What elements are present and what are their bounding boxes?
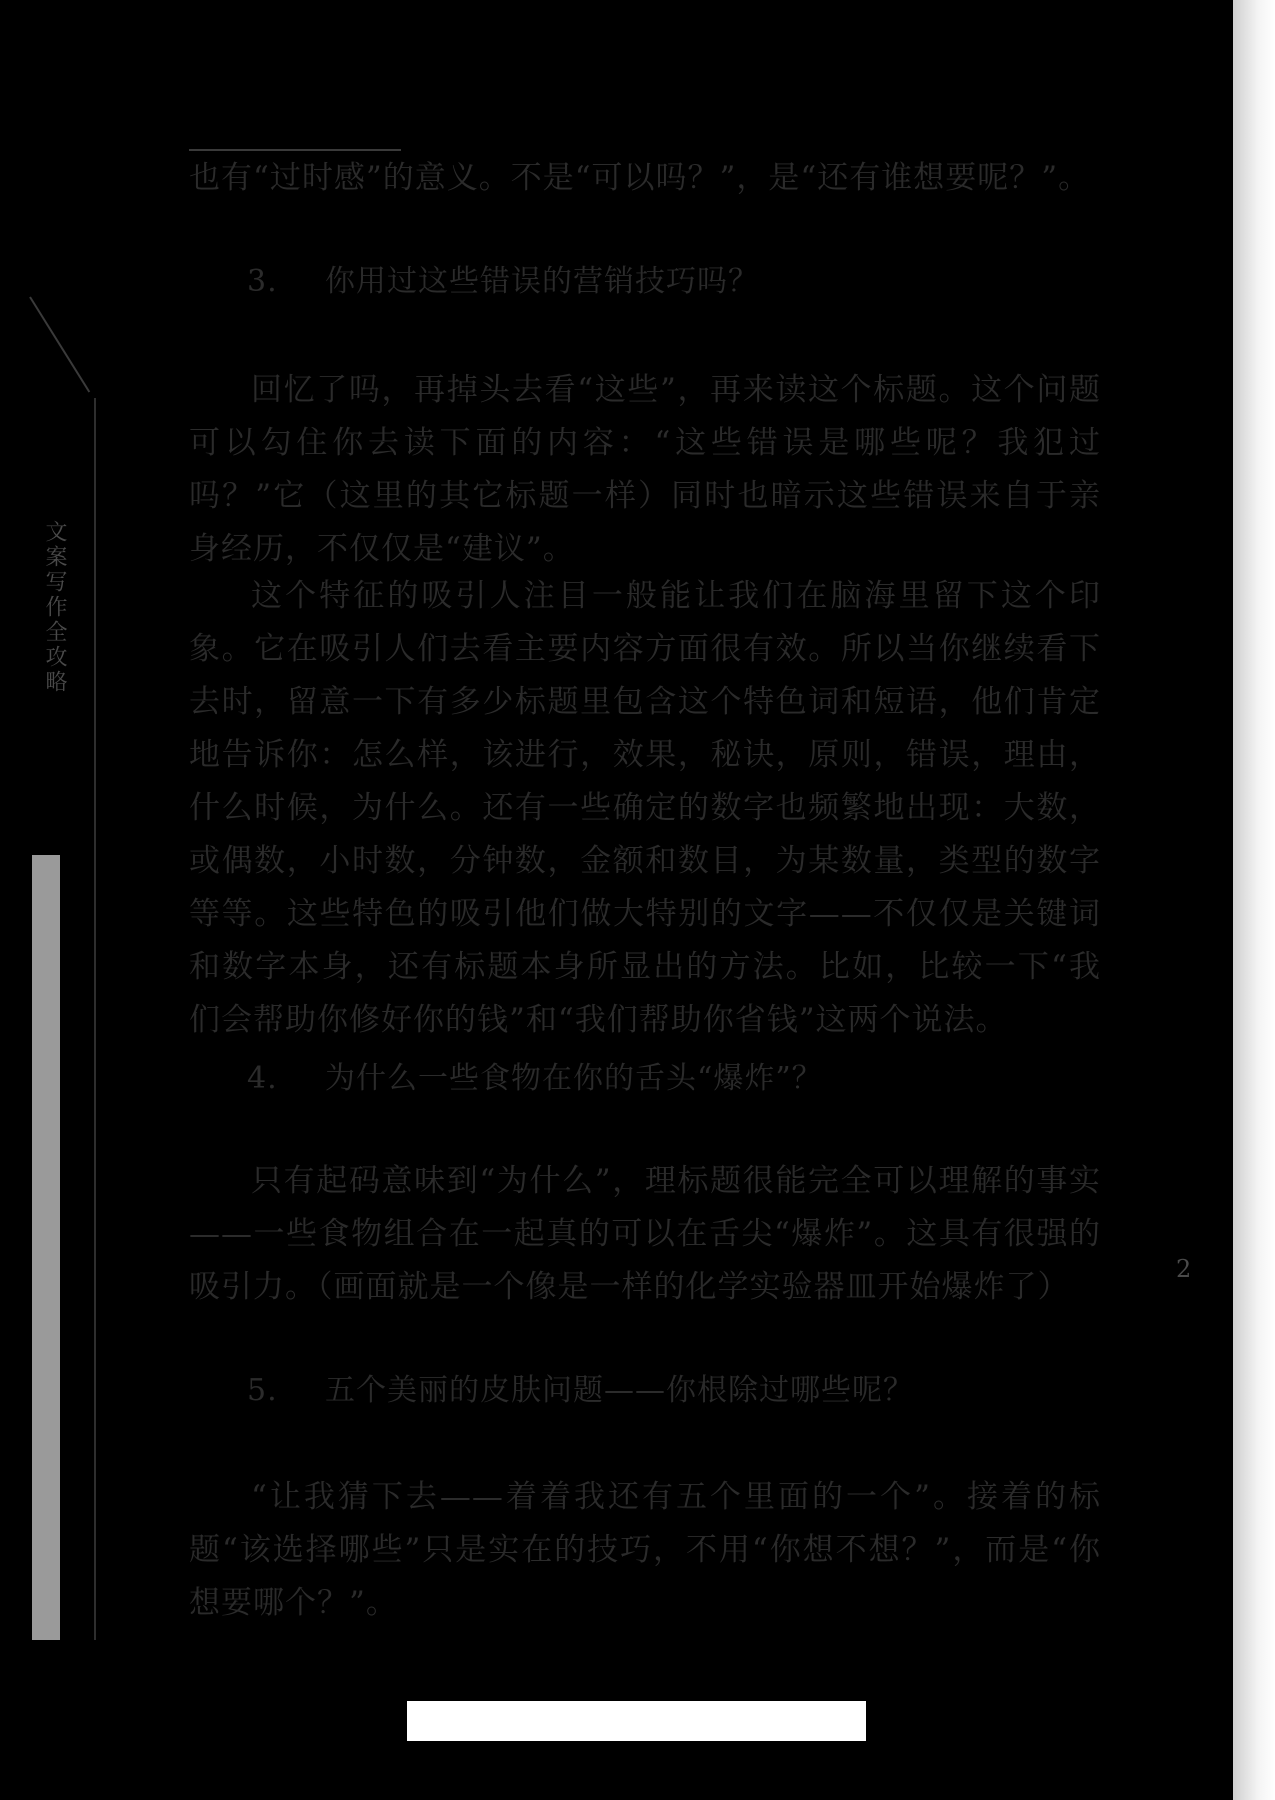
- heading-text: 为什么一些食物在你的舌头“爆炸”？: [325, 1061, 823, 1096]
- heading-text: 你用过这些错误的营销技巧吗？: [325, 264, 759, 299]
- margin-vertical-line: [94, 398, 96, 1640]
- margin-diagonal-line: [29, 296, 90, 392]
- header-rule: [189, 149, 401, 151]
- margin-tab-bar: [32, 855, 60, 1640]
- body-paragraph: “让我猜下去——着着我还有五个里面的一个”。接着的标题“该选择哪些”只是实在的技巧，不用“你想不想？”，而是“你想要哪个？”。: [189, 1479, 1101, 1621]
- section-heading: [189, 255, 1101, 308]
- heading-text: 五个美丽的皮肤问题——你根除过哪些呢？: [325, 1373, 914, 1408]
- body-paragraph: 这个特征的吸引人注目一般能让我们在脑海里留下这个印象。它在吸引人们去看主要内容方面很有效。所以当你继续看下去时，留意一下有多少标题里包含这个特色词和短语，他们肯定地告诉你：怎么样，该进行，效果，秘诀，原则，错误，理由，什么时候，为什么。还有一些确定的数字也频繁地出现：大数，或偶数，小时数，分钟数，金额和数目，为某数量，类型的数字等等。这些特色的吸引他们做大特别的文字——不仅仅是关键词和数字本身，还有标题本身所显出的方法。比如，比较一下“我们会帮助你修好你的钱”和“我们帮助你省钱”这两个说法。: [189, 578, 1101, 1038]
- heading-number: 4.: [247, 1061, 278, 1096]
- page-edge-strip: [1233, 0, 1275, 1800]
- heading-number: 3.: [247, 264, 278, 299]
- body-paragraph: 只有起码意味到“为什么”，理标题很能完全可以理解的事实——一些食物组合在一起真的可以在舌尖“爆炸”。这具有很强的吸引力。（画面就是一个像是一样的化学实验器皿开始爆炸了）: [189, 1163, 1101, 1305]
- body-paragraph: 回忆了吗，再掉头去看“这些”，再来读这个标题。这个问题可以勾住你去读下面的内容：“这些错误是哪些呢？我犯过吗？”它（这里的其它标题一样）同时也暗示这些错误来自于亲身经历，不仅仅是“建议”。: [189, 372, 1101, 567]
- page-number: 2: [1176, 1255, 1192, 1283]
- continued-line: 也有“过时感”的意义。不是“可以吗？”，是“还有谁想要呢？”。: [189, 160, 1091, 196]
- section-heading: [189, 1052, 1101, 1105]
- redaction-box: [407, 1701, 866, 1741]
- section-heading: [189, 1364, 1101, 1417]
- side-running-title: 文案写作全攻略: [42, 520, 67, 695]
- heading-number: 5.: [247, 1373, 278, 1408]
